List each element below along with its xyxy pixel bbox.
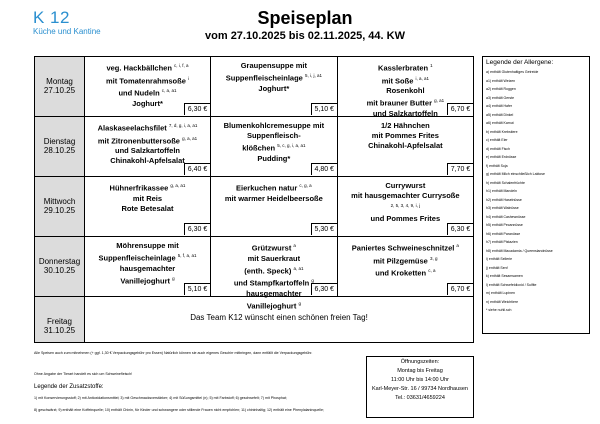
dish-name: Kasslerbraten $^1$ mit Soße $^{i, a, a1}$ Rosenkohl mit brauner Butter $^{g, a1}$ und Salzkartoffeln <box>366 63 445 118</box>
day-row <box>35 177 474 237</box>
day-date: 28.10.25 <box>43 146 76 155</box>
dish-name: Eierkuchen natur $^{c, g, a}$ mit warmer Heidelbeersoße <box>224 183 323 203</box>
dish-cell <box>210 117 337 177</box>
dish-name: Möhrensuppe mit Suppenfleischeinlage $^{5, f, a, a1}$ hausgemachter Vanillejoghurt $^g$ <box>98 241 197 285</box>
allergen-item: h7) enthält Pistazien <box>486 240 518 244</box>
dish-cell <box>85 177 211 237</box>
day-name: Montag <box>46 77 73 86</box>
allergen-item: a6) enthält Kamut <box>486 121 514 125</box>
dish-price: 6,30 € <box>447 223 473 235</box>
dish-cell <box>85 57 211 117</box>
dish-name: Hühnerfrikassee $^{g, a, a1}$ mit Reis Rote Betesalat <box>109 183 186 213</box>
day-date: 29.10.25 <box>43 206 76 215</box>
allergen-item: a1) enthält Weizen <box>486 78 516 83</box>
allergen-item: h) enthält Schalenfrüchte <box>486 180 525 185</box>
day-name: Dienstag <box>43 137 76 146</box>
dish-name: Alaskaseelachsfilet $^{7, d, g, i, a, a1}$ mit Zitronenbuttersoße $^{g, a, a1}$ und Salzkartoffeln Chinakohl-Apfelsalat <box>97 123 198 165</box>
day-date: 31.10.25 <box>43 326 76 335</box>
day-row <box>35 57 474 117</box>
allergen-item: m) enthält Lupinen <box>486 291 515 295</box>
hours-line: Tel.: 03631/4659224 <box>395 395 445 401</box>
takeaway-note: Alle Speisen auch zum mitnehmen (+ ggf. 1,30 € Verpackungsgebühr pro Essen) Natürlich können sie auch eigenes Geschirr mitbringen, dann entfällt die Verpackungsgebühr. <box>34 351 313 355</box>
allergen-item: h8) enthält Macadamia / Queenslandnüsse <box>486 248 553 253</box>
day-label <box>35 297 85 343</box>
page-title: Speiseplan <box>257 8 353 28</box>
dish-name: veg. Hackbällchen $^{c, i, f, a}$ mit Tomatenrahmsoße $^i$ und Nudeln $^{c, a, a1}$ Joghurt* <box>106 63 189 108</box>
allergen-item: f) enthält Soja <box>486 163 508 168</box>
dish-price: 6,70 € <box>447 103 473 115</box>
dish-name: Paniertes Schweineschnitzel $^a$ mit Pilzgemüse $^{3, g}$ und Kroketten $^{c, a}$ <box>351 243 459 278</box>
dish-cell <box>210 177 337 237</box>
dish-price: 5,10 € <box>184 283 210 295</box>
allergen-item: a5) enthält Dinkel <box>486 112 514 117</box>
allergen-item: j) enthält Senf <box>486 265 508 270</box>
additives-line-2: 8) geschwärzt; 9) enthält eine Koffeinquelle; 10) enthält Chinin, für Kinder und schwangere oder stillende Frauen nicht empfohlen; 11) chininhaltig; 12) enthält eine Phenylalaninquelle; <box>34 408 324 412</box>
allergen-item: a4) enthält Hafer <box>486 104 513 108</box>
allergen-item: l) enthält Schwefeldioxid / Sulfite <box>486 282 537 287</box>
day-label <box>35 57 85 117</box>
hours-line: Montag bis Freitag <box>397 368 443 374</box>
allergen-list <box>486 68 586 315</box>
dish-name: Grützwurst $^a$ mit Sauerkraut (enth. Speck) $^{a, a1}$ und Stampfkartoffeln $^g$ hausgemachter Vanillejoghurt $^g$ <box>233 243 314 310</box>
page-header <box>190 8 420 42</box>
allergen-item: * siehe nuhli.sch <box>486 308 512 312</box>
day-row <box>35 117 474 177</box>
allergen-item: h5) enthält Pecannüsse <box>486 223 523 227</box>
menu-table <box>34 56 474 343</box>
dish-price: 6,40 € <box>184 163 210 175</box>
day-label <box>35 237 85 297</box>
allergen-legend <box>482 56 590 334</box>
dish-cell <box>210 237 337 310</box>
dish-name: Currywurst mit hausgemachter Currysoße $^{2, 5, 3, 4, 9, i, j}$ und Pommes Frites <box>351 181 460 223</box>
logo <box>33 8 101 36</box>
dish-name: Blumenkohlcremesuppe mit Suppenfleisch- klößchen $^{5, c, g, i, a, a1}$ Pudding* <box>223 121 325 163</box>
allergen-item: d) enthält Fisch <box>486 146 510 151</box>
closed-message: Das Team K12 wünscht einen schönen freien Tag! <box>190 313 368 322</box>
allergen-item: h4) enthält Cashewnüsse <box>486 214 526 219</box>
hours-line: Öffnungszeiten: <box>400 359 440 365</box>
day-date: 27.10.25 <box>43 86 76 95</box>
logo-subtitle: Küche und Kantine <box>33 27 101 36</box>
additives-line-1: 1) mit Konservierungsstoff; 2) mit Antioxidationsmittel; 3) mit Geschmacksverstärker; 4) mit Süßungsmittel (n); 5) mit Farbstoff; 6) geschwefelt; 7) mit Phosphat; <box>34 396 287 400</box>
day-name: Mittwoch <box>43 197 76 206</box>
allergen-item: h6) enthält Paranüsse <box>486 231 521 236</box>
allergen-item: c) enthält Eier <box>486 138 508 142</box>
dish-price: 6,30 € <box>184 103 210 115</box>
allergen-item: n) enthält Weichtiere <box>486 299 519 304</box>
allergen-item: e) enthält Erdnüsse <box>486 155 517 159</box>
day-label <box>35 177 85 237</box>
allergen-item: h1) enthält Mandeln <box>486 189 517 193</box>
dish-price: 5,30 € <box>311 223 337 235</box>
hours-line: 11:00 Uhr bis 14:00 Uhr <box>391 377 449 383</box>
dish-cell <box>85 117 211 177</box>
dish-name: Graupensuppe mit Suppenfleischeinlage $^{5, i, j, a1}$ Joghurt* <box>225 61 322 93</box>
day-name: Freitag <box>47 317 72 326</box>
meat-note: Ohne Angabe der Tierart handelt es sich um Schweinefleisch! <box>34 372 133 376</box>
dish-cell <box>85 237 211 297</box>
dish-cell <box>337 177 473 237</box>
dish-cell <box>337 117 473 177</box>
dish-name: 1/2 Hähnchen mit Pommes Frites Chinakohl-Apfelsalat <box>368 121 443 150</box>
allergen-item: g) enthält Milch einschließlich Laktose <box>486 172 545 176</box>
dish-cell <box>337 57 473 117</box>
dish-cell <box>210 57 337 117</box>
dish-price: 6,70 € <box>447 283 473 295</box>
allergen-item: i) enthält Sellerie <box>486 257 513 261</box>
day-name: Donnerstag <box>38 257 81 266</box>
allergen-item: a3) enthält Gerste <box>486 95 515 100</box>
day-label <box>35 117 85 177</box>
dish-cell <box>337 237 473 297</box>
dish-price: 6,30 € <box>184 223 210 235</box>
allergen-item: b) enthält Krebstiere <box>486 129 518 134</box>
additives-legend-title: Legende der Zusatzstoffe: <box>34 384 104 390</box>
allergen-heading: Legende der Allergene: <box>486 59 554 66</box>
date-range: vom 27.10.2025 bis 02.11.2025, 44. KW <box>205 30 405 42</box>
dish-price: 5,10 € <box>311 103 337 115</box>
dish-price: 7,70 € <box>447 163 473 175</box>
hours-line: Karl-Meyer-Str. 16 / 99734 Nordhausen <box>372 386 468 392</box>
dish-price: 6,30 € <box>311 283 337 295</box>
allergen-item: a) enthält Glutenhaltiges Getreide <box>486 70 539 74</box>
allergen-item: a2) enthält Roggen <box>486 87 516 91</box>
opening-hours <box>366 356 474 418</box>
allergen-item: h2) enthält Haselnüsse <box>486 197 522 202</box>
logo-name: K 12 <box>33 8 70 27</box>
allergen-item: k) enthält Sesamsamen <box>486 274 523 278</box>
dish-price: 4,80 € <box>311 163 337 175</box>
day-row <box>35 237 474 297</box>
allergen-item: h3) enthält Walnüsse <box>486 206 519 210</box>
day-date: 30.10.25 <box>43 266 76 275</box>
